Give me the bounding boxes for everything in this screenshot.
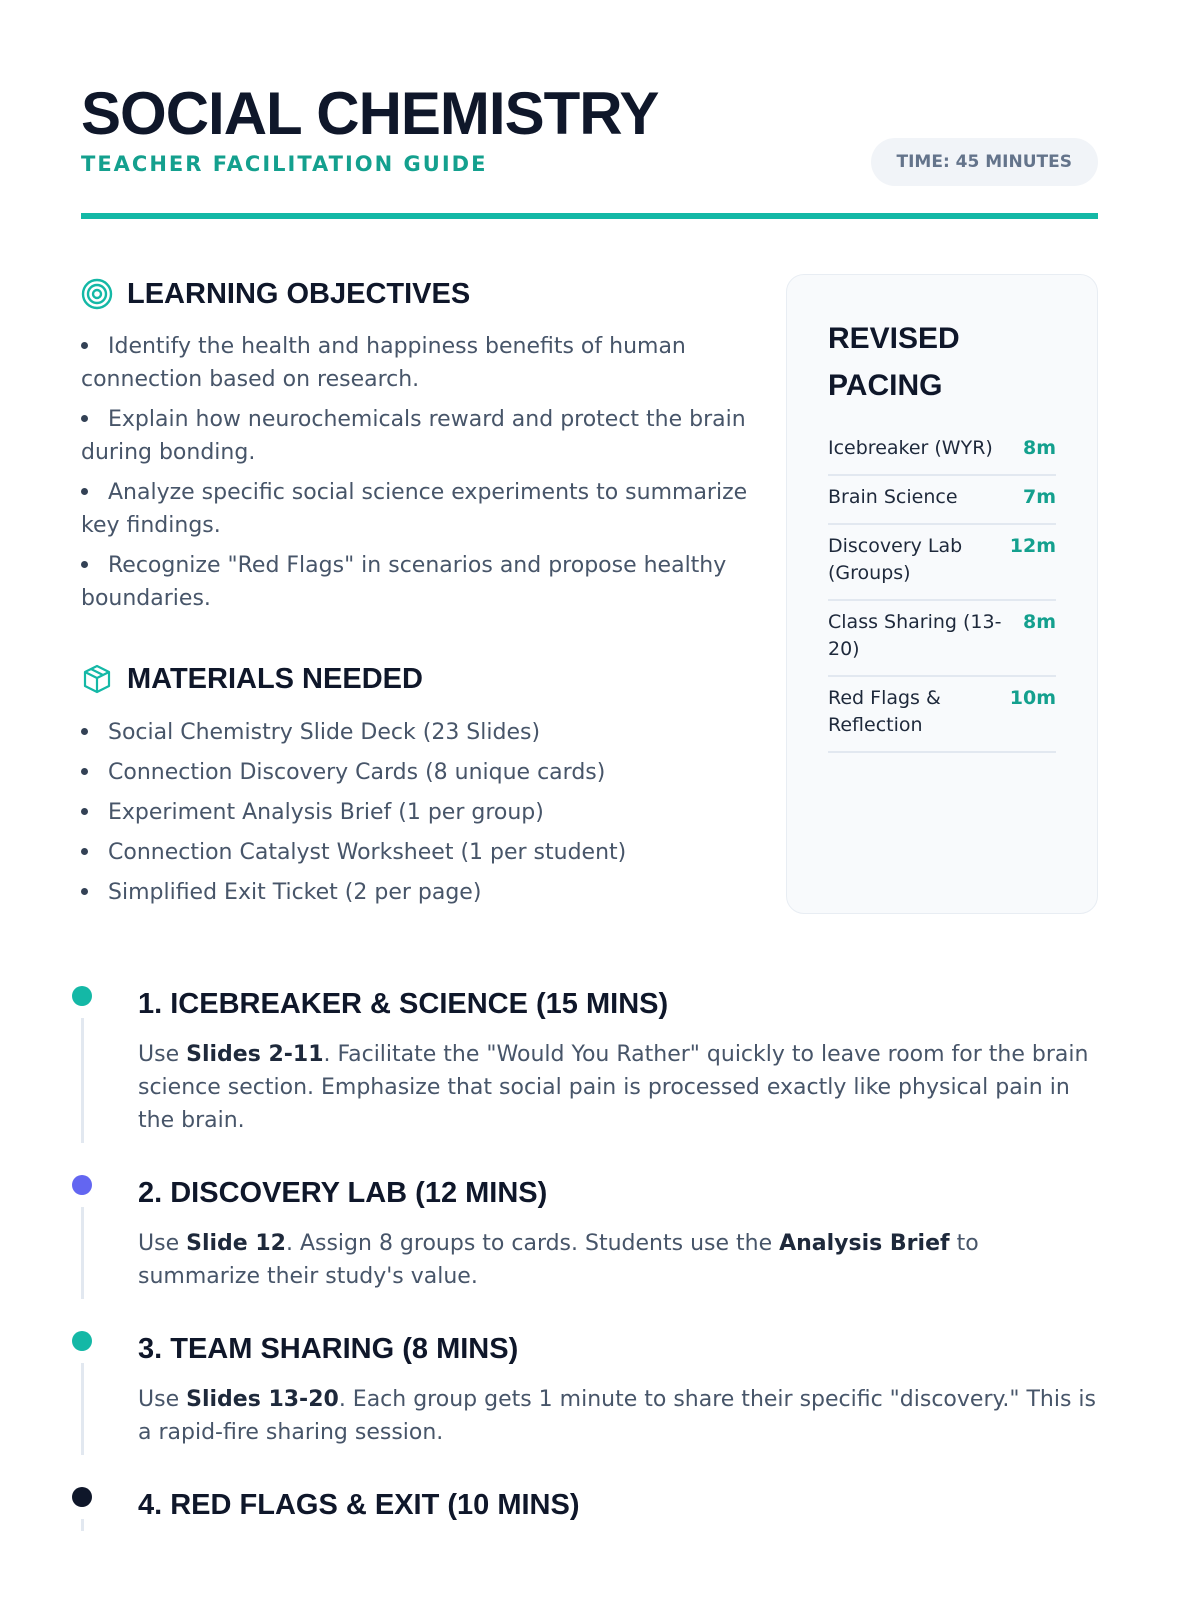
pacing-label: Brain Science	[828, 486, 958, 508]
list-item: Recognize "Red Flags" in scenarios and propose healthy boundaries.	[81, 553, 727, 611]
list-item: Analyze specific social science experiments to summarize key findings.	[81, 480, 748, 538]
list-item: Connection Catalyst Worksheet (1 per student)	[81, 833, 771, 873]
pacing-row	[828, 601, 1056, 677]
pacing-title: REVISED PACING	[828, 322, 960, 402]
timeline-marker	[72, 1487, 92, 1507]
header	[81, 0, 1098, 219]
overview-section	[81, 274, 1098, 914]
step-body: Use Slides 13-20. Each group gets 1 minute to share their specific "discovery." This is a rapid-fire sharing session.	[138, 1387, 1097, 1445]
header-divider	[81, 213, 1098, 219]
materials-list	[81, 713, 771, 913]
pacing-row	[828, 476, 1056, 525]
timeline-line	[81, 1363, 84, 1455]
objectives-title: LEARNING OBJECTIVES	[127, 277, 471, 310]
materials-title: MATERIALS NEEDED	[127, 662, 423, 695]
pacing-row	[828, 525, 1056, 601]
timeline-line	[81, 1018, 84, 1143]
time-badge: TIME: 45 MINUTES	[871, 138, 1098, 186]
pacing-row	[828, 427, 1056, 476]
learning-objectives	[81, 274, 771, 615]
step-title: 1. ICEBREAKER & SCIENCE (15 MINS)	[138, 988, 669, 1020]
pacing-card	[786, 274, 1098, 914]
step-title: 3. TEAM SHARING (8 MINS)	[138, 1333, 519, 1365]
pacing-value: 8m	[1022, 611, 1056, 633]
pacing-value: 12m	[1009, 535, 1056, 557]
step-title: 2. DISCOVERY LAB (12 MINS)	[138, 1177, 548, 1209]
pacing-label: Red Flags & Reflection	[828, 687, 941, 736]
list-item: Identify the health and happiness benefits of human connection based on research.	[81, 334, 686, 392]
timeline-marker	[72, 1175, 92, 1195]
step-body: Use Slide 12. Assign 8 groups to cards. Students use the Analysis Brief to summarize their study's value.	[138, 1231, 979, 1289]
objectives-list	[81, 330, 771, 615]
step-title: 4. RED FLAGS & EXIT (10 MINS)	[138, 1489, 580, 1521]
list-item: Connection Discovery Cards (8 unique cards)	[81, 753, 771, 793]
pacing-value: 8m	[1022, 437, 1056, 459]
pacing-row	[828, 677, 1056, 753]
pacing-label: Icebreaker (WYR)	[828, 437, 993, 459]
timeline	[81, 984, 1098, 1525]
timeline-line	[81, 1207, 84, 1299]
target-icon	[81, 278, 113, 310]
list-item: Explain how neurochemicals reward and protect the brain during bonding.	[81, 407, 746, 465]
list-item: Social Chemistry Slide Deck (23 Slides)	[81, 713, 771, 753]
page-title: SOCIAL CHEMISTRY	[81, 80, 659, 147]
timeline-step	[81, 984, 1098, 1137]
page-subtitle: TEACHER FACILITATION GUIDE	[81, 152, 488, 176]
left-column	[81, 274, 771, 913]
timeline-step	[81, 1329, 1098, 1449]
step-body: Use Slides 2-11. Facilitate the "Would You Rather" quickly to leave room for the brain science section. Emphasize that social pain is processed exactly like physical pain in the brain.	[138, 1042, 1089, 1133]
timeline-step	[81, 1173, 1098, 1293]
materials-needed	[81, 659, 771, 913]
list-item: Simplified Exit Ticket (2 per page)	[81, 873, 771, 913]
materials-heading	[81, 659, 771, 699]
timeline-step	[81, 1485, 1098, 1525]
timeline-marker	[72, 1331, 92, 1351]
timeline-marker	[72, 986, 92, 1006]
objectives-heading	[81, 274, 771, 314]
pacing-value: 10m	[1009, 687, 1056, 709]
pacing-label: Discovery Lab (Groups)	[828, 535, 963, 584]
pacing-value: 7m	[1022, 486, 1056, 508]
pacing-label: Class Sharing (13-20)	[828, 611, 1002, 660]
box-icon	[81, 663, 113, 695]
timeline-line	[81, 1519, 84, 1531]
list-item: Experiment Analysis Brief (1 per group)	[81, 793, 771, 833]
